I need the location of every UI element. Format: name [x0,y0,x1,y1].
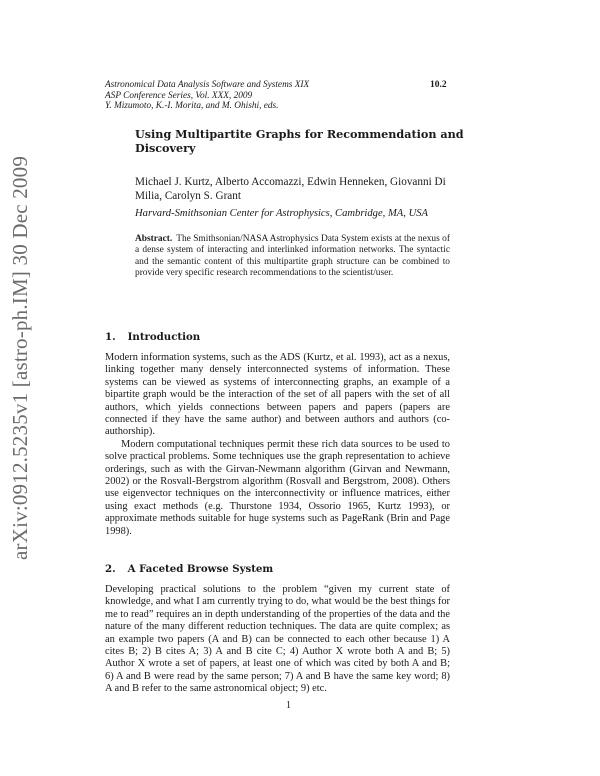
series-info: ASP Conference Series, Vol. XXX, 2009 [105,90,253,101]
section-heading-introduction [105,331,200,343]
affiliation: Harvard-Smithsonian Center for Astrophysics, Cambridge, MA, USA [135,208,428,219]
abstract-text: The Smithsonian/NASA Astrophysics Data System exists at the nexus of a dense system of interacting and interlinked information networks. The syntactic and the semantic content of this multipartite graph structure can be combined to provide very specific research recommendations to the scientist/user. [135,234,450,278]
paragraph: Modern information systems, such as the ADS (Kurtz, et al. 1993), act as a nexus, linking together many densely interconnected systems of information. These systems can be viewed as systems of interconnecting graphs, an example of a bipartite graph would be the interaction of the set of all papers with the set of all authors, which yields connections between papers and papers (papers are connected if they have the same author) and between authors and authors (co-authorship). [105,352,450,438]
running-header [105,80,465,112]
page-number: 1 [286,700,291,711]
paragraph: Developing practical solutions to the problem “given my current state of knowledge, and what I am currently trying to do, what would be the best things for me to read” requires an in depth understanding of the properties of the data and the nature of the many different reduction techniques. The data are quite complex; as an example two papers (A and B) can be connected to each other because 1) A cites B; 2) B cites A; 3) A and B cite C; 4) Author X wrote both A and B; 5) Author X wrote a set of papers, at least one of which was cited by both A and B; 6) A and B were read by the same person; 7) A and B have the same key word; 8) A and B refer to the same astronomical object; 9) etc. [105,584,450,695]
abstract-label: Abstract. [135,234,173,244]
author-list: Michael J. Kurtz, Alberto Accomazzi, Edwin Henneken, Giovanni Di Milia, Carolyn S. Grant [135,176,446,202]
section-heading-faceted-browse [105,563,273,575]
paper-number: 10.2 [430,80,447,90]
section-body-introduction [105,352,450,538]
section-number: 2. [105,563,116,575]
abstract [135,234,450,279]
section-title: Introduction [127,331,201,343]
conference-title: Astronomical Data Analysis Software and Systems XIX [105,80,310,90]
paper-title: Using Multipartite Graphs for Recommendation and Discovery [135,127,464,155]
paragraph: Modern computational techniques permit these rich data sources to be used to solve practical problems. Some techniques use the graph representation to achieve orderings, such as with the Girvan-Newmann algorithm (Girvan and Newmann, 2002) or the Rosvall-Bergstrom algorithm (Rosvall and Bergstrom, 2008). Others use eigenvector techniques on the interconnectivity or influence matrices, either using exact methods (e.g. Thurstone 1934, Ossorio 1965, Kurtz 1993), or approximate methods suitable for huge systems such as PageRank (Brin and Page 1998). [105,438,450,537]
section-number: 1. [105,331,116,343]
editors: Y. Mizumoto, K.-I. Morita, and M. Ohishi, eds. [105,101,279,111]
section-body-faceted-browse [105,584,450,696]
section-title: A Faceted Browse System [127,563,274,575]
arxiv-identifier-stamp: arXiv:0912.5235v1 [astro-ph.IM] 30 Dec 2009 [8,155,32,560]
